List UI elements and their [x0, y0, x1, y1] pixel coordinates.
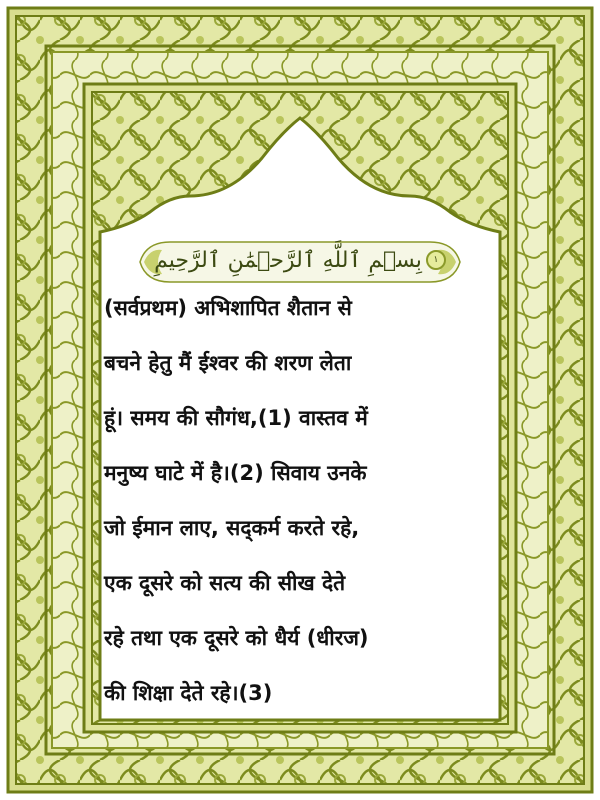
verse-line-3: हूं। समय की सौगंध,(1) वास्तव में: [104, 406, 368, 430]
verse-line-1: (सर्वप्रथम) अभिशापित शैतान से: [104, 296, 352, 320]
verse-line-7: रहे तथा एक दूसरे को धैर्य (धीरज): [104, 626, 369, 650]
verse-line-8: की शिक्षा देते रहे।(3): [104, 681, 273, 705]
bismillah-text: بِسۡمِ ٱللَّهِ ٱلرَّحۡمَٰنِ ٱلرَّحِيمِ: [154, 247, 422, 273]
bismillah-cartouche: [140, 238, 460, 282]
verse-line-2: बचने हेतु मैं ईश्वर की शरण लेता: [104, 351, 352, 375]
verse-line-5: जो ईमान लाए, सद्कर्म करते रहे,: [104, 516, 360, 540]
verse-line-4: मनुष्य घाटे में है।(2) सिवाय उनके: [104, 461, 367, 485]
ayah-number-marker: ١: [426, 250, 446, 270]
verse-translation: [104, 286, 496, 726]
verse-line-6: एक दूसरे को सत्य की सीख देते: [104, 571, 346, 595]
